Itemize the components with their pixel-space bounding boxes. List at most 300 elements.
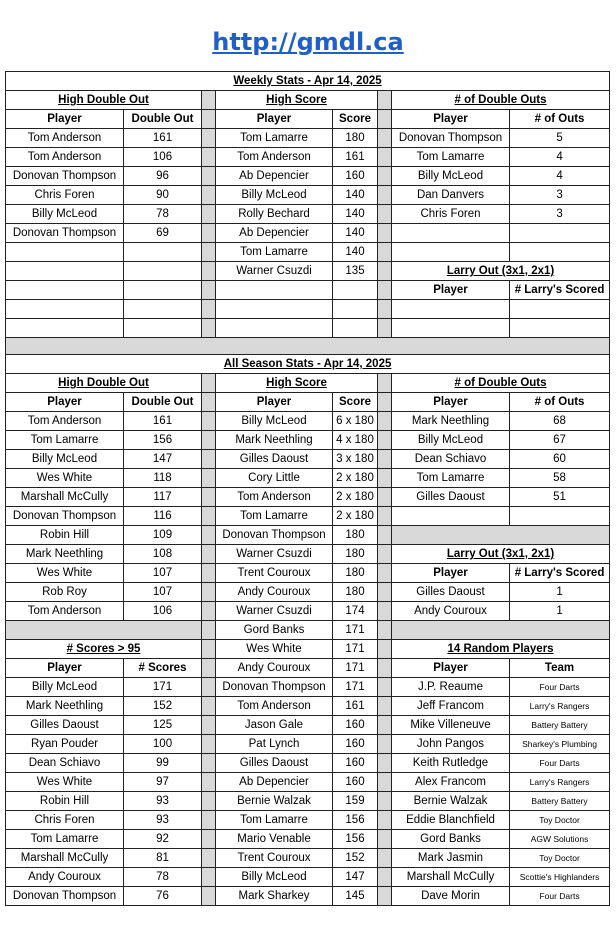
player-cell: Tom Anderson <box>6 129 124 148</box>
table-cell <box>510 243 610 262</box>
player-cell: Donovan Thompson <box>6 887 124 906</box>
column-header-value: # Larry's Scored <box>510 564 610 583</box>
table-cell <box>6 281 124 300</box>
column-gap <box>378 91 392 110</box>
ndo-section-title: # of Double Outs <box>392 91 610 110</box>
column-gap <box>378 393 392 412</box>
player-cell: Tom Lamarre <box>392 148 510 167</box>
column-gap <box>202 602 216 621</box>
value-cell: 171 <box>124 678 202 697</box>
column-gap <box>378 262 392 281</box>
value-cell: 180 <box>333 526 378 545</box>
value-cell: 108 <box>124 545 202 564</box>
player-cell: Gilles Daoust <box>392 583 510 602</box>
player-cell: Keith Rutledge <box>392 754 510 773</box>
player-cell: Wes White <box>6 469 124 488</box>
team-cell: Battery Battery <box>510 716 610 735</box>
table-row <box>6 338 610 355</box>
value-cell: 160 <box>333 735 378 754</box>
column-gap <box>378 507 392 526</box>
player-cell: Billy McLeod <box>6 205 124 224</box>
player-cell: Mark Sharkey <box>216 887 333 906</box>
column-gap <box>202 148 216 167</box>
column-gap <box>378 697 392 716</box>
player-cell: Dan Danvers <box>392 186 510 205</box>
value-cell: 152 <box>124 697 202 716</box>
team-cell: AGW Solutions <box>510 830 610 849</box>
value-cell: 3 <box>510 186 610 205</box>
column-header-player: Player <box>392 659 510 678</box>
column-gap <box>202 262 216 281</box>
player-cell: Tom Lamarre <box>392 469 510 488</box>
value-cell: 135 <box>333 262 378 281</box>
column-gap <box>202 319 216 338</box>
column-gap <box>202 754 216 773</box>
player-cell: Andy Couroux <box>216 583 333 602</box>
column-gap <box>202 526 216 545</box>
value-cell: 69 <box>124 224 202 243</box>
table-row <box>6 262 610 281</box>
table-cell <box>124 300 202 319</box>
table-row <box>6 792 610 811</box>
value-cell: 76 <box>124 887 202 906</box>
column-gap <box>378 186 392 205</box>
column-gap <box>202 545 216 564</box>
value-cell: 93 <box>124 811 202 830</box>
player-cell: Tom Anderson <box>216 148 333 167</box>
player-cell: Jason Gale <box>216 716 333 735</box>
column-gap <box>378 792 392 811</box>
column-gap <box>202 300 216 319</box>
column-gap <box>378 678 392 697</box>
player-cell: Bernie Walzak <box>216 792 333 811</box>
value-cell: 1 <box>510 602 610 621</box>
weekly-title: Weekly Stats - Apr 14, 2025 <box>6 72 610 91</box>
value-cell: 156 <box>333 811 378 830</box>
player-cell: Andy Couroux <box>6 868 124 887</box>
table-row <box>6 697 610 716</box>
value-cell: 116 <box>124 507 202 526</box>
table-row <box>6 659 610 678</box>
player-cell: Billy McLeod <box>6 450 124 469</box>
player-cell: Mark Neethling <box>6 697 124 716</box>
value-cell: 2 x 180 <box>333 469 378 488</box>
column-gap <box>202 224 216 243</box>
value-cell: 97 <box>124 773 202 792</box>
column-gap <box>202 412 216 431</box>
table-row <box>6 830 610 849</box>
column-gap <box>202 583 216 602</box>
rand-section-title: 14 Random Players <box>392 640 610 659</box>
column-gap <box>378 811 392 830</box>
column-gap <box>378 602 392 621</box>
section-separator <box>6 338 610 355</box>
column-gap <box>202 621 216 640</box>
player-cell: Tom Lamarre <box>6 830 124 849</box>
table-cell <box>124 319 202 338</box>
player-cell: Warner Csuzdi <box>216 602 333 621</box>
player-cell: Trent Couroux <box>216 849 333 868</box>
column-gap <box>378 167 392 186</box>
table-row <box>6 887 610 906</box>
player-cell: John Pangos <box>392 735 510 754</box>
team-cell: Battery Battery <box>510 792 610 811</box>
value-cell: 171 <box>333 678 378 697</box>
value-cell: 180 <box>333 129 378 148</box>
value-cell: 106 <box>124 602 202 621</box>
value-cell: 99 <box>124 754 202 773</box>
table-row <box>6 243 610 262</box>
column-gap <box>378 545 392 564</box>
value-cell: 140 <box>333 205 378 224</box>
column-header-value: # Larry's Scored <box>510 281 610 300</box>
table-cell <box>510 319 610 338</box>
column-header-player: Player <box>6 659 124 678</box>
column-header-player: Player <box>216 393 333 412</box>
column-gap <box>202 129 216 148</box>
value-cell: 161 <box>333 148 378 167</box>
column-gap <box>378 319 392 338</box>
team-cell: Toy Doctor <box>510 849 610 868</box>
value-cell: 90 <box>124 186 202 205</box>
table-cell <box>392 224 510 243</box>
player-cell: Warner Csuzdi <box>216 262 333 281</box>
value-cell: 78 <box>124 868 202 887</box>
column-header-value: # of Outs <box>510 393 610 412</box>
player-cell: Pat Lynch <box>216 735 333 754</box>
team-cell: Sharkey's Plumbing <box>510 735 610 754</box>
column-gap <box>202 735 216 754</box>
column-gap <box>202 186 216 205</box>
player-cell: Gilles Daoust <box>216 450 333 469</box>
player-cell: Marshall McCully <box>6 488 124 507</box>
table-row <box>6 564 610 583</box>
player-cell: Chris Foren <box>392 205 510 224</box>
column-gap <box>202 887 216 906</box>
table-row <box>6 224 610 243</box>
value-cell: 147 <box>124 450 202 469</box>
table-row <box>6 355 610 374</box>
table-cell <box>124 243 202 262</box>
column-gap <box>378 887 392 906</box>
column-gap <box>202 281 216 300</box>
value-cell: 159 <box>333 792 378 811</box>
team-cell: Four Darts <box>510 887 610 906</box>
column-gap <box>202 393 216 412</box>
value-cell: 81 <box>124 849 202 868</box>
value-cell: 180 <box>333 564 378 583</box>
column-header-value: # Scores <box>124 659 202 678</box>
table-cell <box>510 507 610 526</box>
player-cell: Tom Anderson <box>6 602 124 621</box>
player-cell: Donovan Thompson <box>6 224 124 243</box>
column-gap <box>378 129 392 148</box>
column-gap <box>378 374 392 393</box>
table-cell <box>333 281 378 300</box>
column-gap <box>202 640 216 659</box>
value-cell: 125 <box>124 716 202 735</box>
value-cell: 117 <box>124 488 202 507</box>
table-row <box>6 393 610 412</box>
value-cell: 161 <box>333 697 378 716</box>
table-cell <box>392 319 510 338</box>
column-gap <box>378 849 392 868</box>
player-cell: Wes White <box>216 640 333 659</box>
column-gap <box>378 205 392 224</box>
value-cell: 96 <box>124 167 202 186</box>
table-cell <box>510 224 610 243</box>
player-cell: Wes White <box>6 773 124 792</box>
player-cell: Gilles Daoust <box>6 716 124 735</box>
player-cell: Warner Csuzdi <box>216 545 333 564</box>
column-header-value: Double Out <box>124 110 202 129</box>
column-header-player: Player <box>6 393 124 412</box>
column-header-player: Player <box>392 281 510 300</box>
player-cell: Dean Schiavo <box>392 450 510 469</box>
value-cell: 60 <box>510 450 610 469</box>
table-row <box>6 526 610 545</box>
table-row <box>6 849 610 868</box>
table-row <box>6 469 610 488</box>
table-cell <box>6 262 124 281</box>
column-gap <box>202 868 216 887</box>
table-row <box>6 754 610 773</box>
table-row <box>6 300 610 319</box>
player-cell: Robin Hill <box>6 526 124 545</box>
team-cell: Larry's Rangers <box>510 773 610 792</box>
player-cell: Gord Banks <box>216 621 333 640</box>
column-header-value: # of Outs <box>510 110 610 129</box>
value-cell: 106 <box>124 148 202 167</box>
column-gap <box>202 564 216 583</box>
hdo-section-title: High Double Out <box>6 374 202 393</box>
player-cell: Dean Schiavo <box>6 754 124 773</box>
s95-section-title: # Scores > 95 <box>6 640 202 659</box>
table-row <box>6 186 610 205</box>
column-header-player: Player <box>6 110 124 129</box>
value-cell: 171 <box>333 621 378 640</box>
column-gap <box>378 583 392 602</box>
table-cell <box>6 300 124 319</box>
column-gap <box>202 678 216 697</box>
table-row <box>6 72 610 91</box>
player-cell: Tom Anderson <box>6 148 124 167</box>
player-cell: Andy Couroux <box>216 659 333 678</box>
player-cell: Mike Villeneuve <box>392 716 510 735</box>
column-gap <box>202 374 216 393</box>
value-cell: 171 <box>333 640 378 659</box>
table-row <box>6 507 610 526</box>
value-cell: 140 <box>333 186 378 205</box>
value-cell: 161 <box>124 129 202 148</box>
table-cell <box>510 300 610 319</box>
column-gap <box>378 110 392 129</box>
value-cell: 118 <box>124 469 202 488</box>
right-separator <box>392 621 610 640</box>
player-cell: Tom Anderson <box>216 488 333 507</box>
team-cell: Four Darts <box>510 754 610 773</box>
value-cell: 6 x 180 <box>333 412 378 431</box>
player-cell: Mark Neethling <box>392 412 510 431</box>
player-cell: Cory Little <box>216 469 333 488</box>
player-cell: Tom Lamarre <box>216 243 333 262</box>
table-cell <box>333 319 378 338</box>
value-cell: 1 <box>510 583 610 602</box>
table-row <box>6 431 610 450</box>
player-cell: Tom Lamarre <box>216 507 333 526</box>
column-header-player: Player <box>392 110 510 129</box>
player-cell: Tom Anderson <box>216 697 333 716</box>
value-cell: 3 <box>510 205 610 224</box>
player-cell: Tom Lamarre <box>216 811 333 830</box>
value-cell: 160 <box>333 754 378 773</box>
table-row <box>6 811 610 830</box>
team-cell: Four Darts <box>510 678 610 697</box>
value-cell: 51 <box>510 488 610 507</box>
left-separator <box>6 621 202 640</box>
table-row <box>6 621 610 640</box>
right-separator <box>392 526 610 545</box>
value-cell: 92 <box>124 830 202 849</box>
value-cell: 161 <box>124 412 202 431</box>
column-gap <box>202 716 216 735</box>
team-cell: Toy Doctor <box>510 811 610 830</box>
table-row <box>6 716 610 735</box>
value-cell: 4 <box>510 167 610 186</box>
table-cell <box>124 262 202 281</box>
column-gap <box>202 659 216 678</box>
column-gap <box>378 148 392 167</box>
column-header-value: Score <box>333 110 378 129</box>
player-cell: Donovan Thompson <box>6 167 124 186</box>
player-cell: Eddie Blanchfield <box>392 811 510 830</box>
player-cell: Bernie Walzak <box>392 792 510 811</box>
table-row <box>6 868 610 887</box>
value-cell: 174 <box>333 602 378 621</box>
column-gap <box>378 659 392 678</box>
table-row <box>6 412 610 431</box>
table-cell <box>216 319 333 338</box>
value-cell: 93 <box>124 792 202 811</box>
season-title: All Season Stats - Apr 14, 2025 <box>6 355 610 374</box>
column-gap <box>378 564 392 583</box>
value-cell: 109 <box>124 526 202 545</box>
ndo-section-title: # of Double Outs <box>392 374 610 393</box>
player-cell: Dave Morin <box>392 887 510 906</box>
value-cell: 140 <box>333 224 378 243</box>
player-cell: Mark Jasmin <box>392 849 510 868</box>
table-cell <box>216 281 333 300</box>
player-cell: Ryan Pouder <box>6 735 124 754</box>
site-link[interactable]: http://gmdl.ca <box>212 28 404 56</box>
value-cell: 180 <box>333 545 378 564</box>
player-cell: Gilles Daoust <box>392 488 510 507</box>
column-header-value: Double Out <box>124 393 202 412</box>
hs-section-title: High Score <box>216 374 378 393</box>
value-cell: 5 <box>510 129 610 148</box>
player-cell: Tom Anderson <box>6 412 124 431</box>
column-gap <box>202 205 216 224</box>
value-cell: 156 <box>333 830 378 849</box>
column-gap <box>378 754 392 773</box>
column-gap <box>202 830 216 849</box>
column-gap <box>378 412 392 431</box>
player-cell: Mario Venable <box>216 830 333 849</box>
player-cell: Donovan Thompson <box>6 507 124 526</box>
column-gap <box>378 716 392 735</box>
table-cell <box>333 300 378 319</box>
hs-section-title: High Score <box>216 91 378 110</box>
value-cell: 68 <box>510 412 610 431</box>
value-cell: 4 x 180 <box>333 431 378 450</box>
value-cell: 107 <box>124 583 202 602</box>
column-header-value: Team <box>510 659 610 678</box>
player-cell: Gord Banks <box>392 830 510 849</box>
larry-section-title: Larry Out (3x1, 2x1) <box>392 545 610 564</box>
player-cell: Mark Neethling <box>216 431 333 450</box>
table-row <box>6 773 610 792</box>
value-cell: 171 <box>333 659 378 678</box>
value-cell: 3 x 180 <box>333 450 378 469</box>
larry-section-title: Larry Out (3x1, 2x1) <box>392 262 610 281</box>
column-gap <box>378 469 392 488</box>
player-cell: Wes White <box>6 564 124 583</box>
player-cell: Rolly Bechard <box>216 205 333 224</box>
table-row <box>6 91 610 110</box>
player-cell: Alex Francom <box>392 773 510 792</box>
table-row <box>6 167 610 186</box>
table-row <box>6 110 610 129</box>
table-cell <box>392 300 510 319</box>
player-cell: Billy McLeod <box>216 868 333 887</box>
value-cell: 140 <box>333 243 378 262</box>
player-cell: Ab Depencier <box>216 167 333 186</box>
column-gap <box>378 224 392 243</box>
column-gap <box>202 469 216 488</box>
column-gap <box>378 621 392 640</box>
player-cell: Trent Couroux <box>216 564 333 583</box>
value-cell: 156 <box>124 431 202 450</box>
column-header-player: Player <box>392 393 510 412</box>
player-cell: Gilles Daoust <box>216 754 333 773</box>
table-row <box>6 205 610 224</box>
column-gap <box>202 849 216 868</box>
player-cell: Billy McLeod <box>216 186 333 205</box>
column-gap <box>378 526 392 545</box>
table-row <box>6 602 610 621</box>
table-row <box>6 488 610 507</box>
column-gap <box>378 488 392 507</box>
value-cell: 78 <box>124 205 202 224</box>
column-gap <box>202 167 216 186</box>
column-gap <box>378 243 392 262</box>
table-cell <box>124 281 202 300</box>
player-cell: Marshall McCully <box>6 849 124 868</box>
column-gap <box>202 431 216 450</box>
column-gap <box>378 640 392 659</box>
value-cell: 58 <box>510 469 610 488</box>
table-row <box>6 450 610 469</box>
column-gap <box>378 300 392 319</box>
column-gap <box>378 773 392 792</box>
column-gap <box>378 431 392 450</box>
player-cell: Billy McLeod <box>392 431 510 450</box>
player-cell: Jeff Francom <box>392 697 510 716</box>
player-cell: Tom Lamarre <box>216 129 333 148</box>
table-row <box>6 148 610 167</box>
value-cell: 67 <box>510 431 610 450</box>
column-gap <box>202 450 216 469</box>
